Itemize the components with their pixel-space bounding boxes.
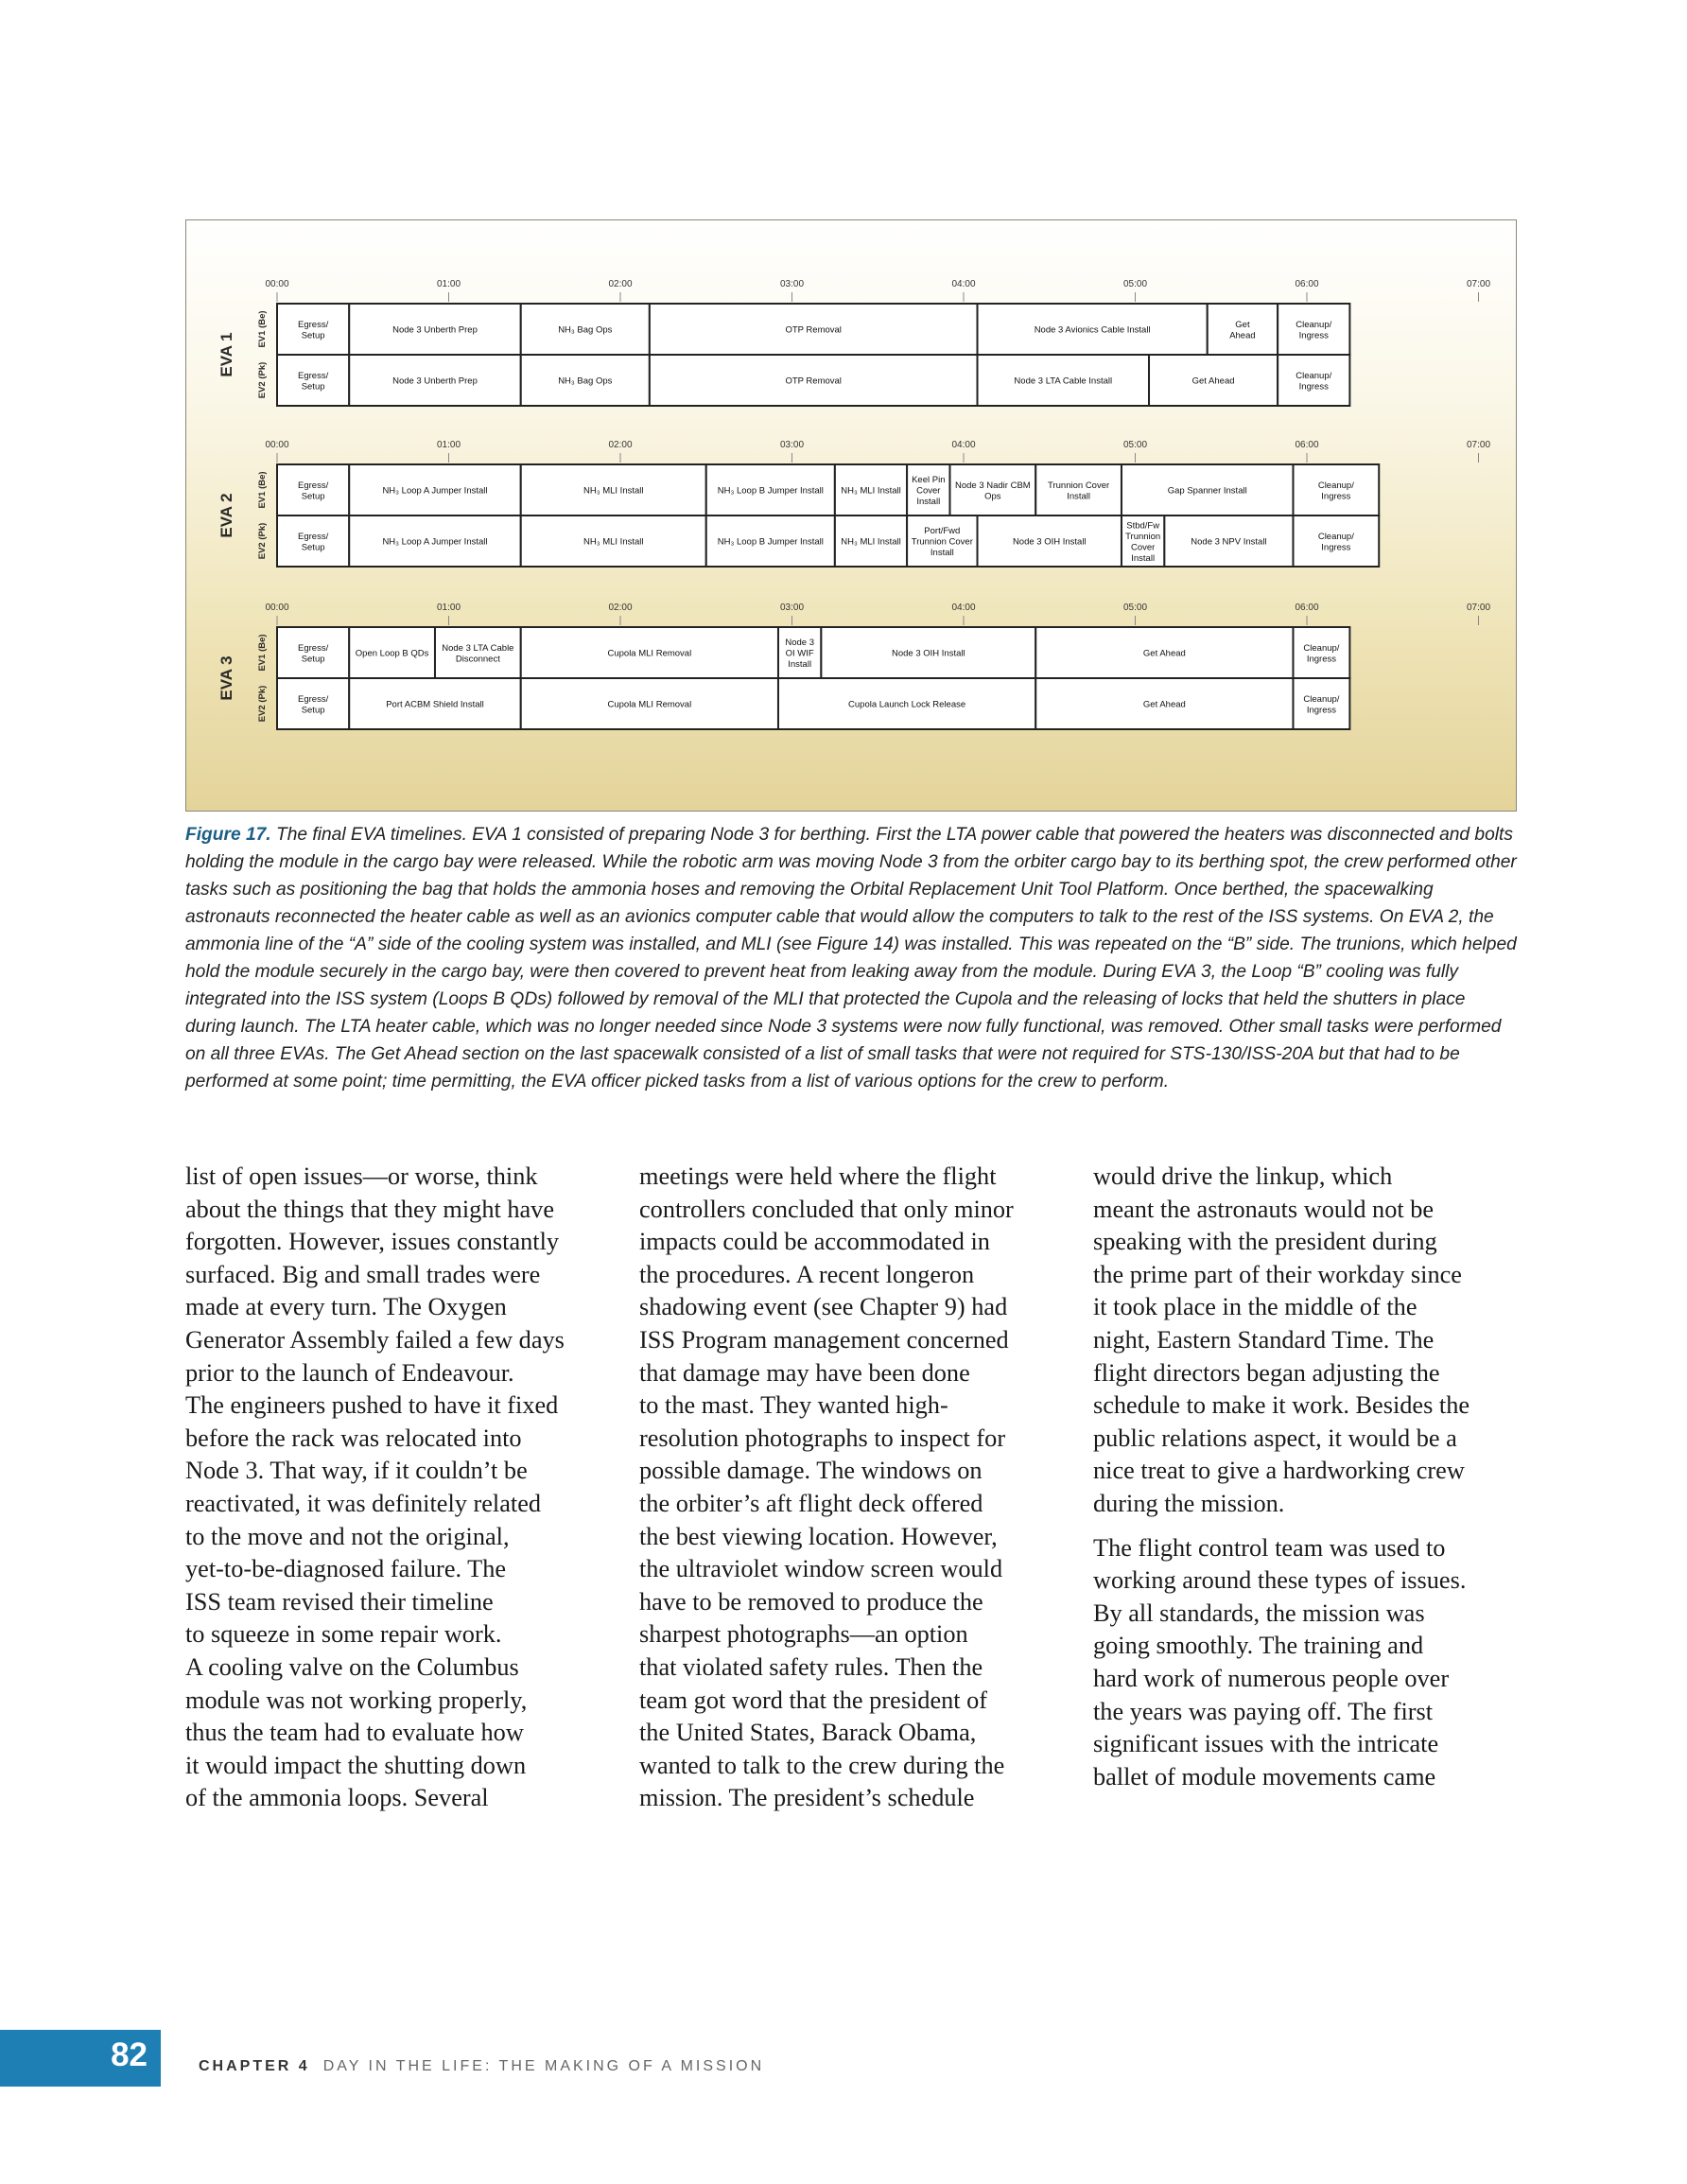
- task-label: Get: [1235, 319, 1250, 330]
- text-line: the United States, Barack Obama,: [639, 1719, 977, 1747]
- eva-block: [217, 279, 1490, 406]
- text-line: sharpest photographs—an option: [639, 1620, 968, 1649]
- caption-text: The final EVA timelines. EVA 1 consisted of preparing Node 3 for berthing. First the LTA power cable that powered the heaters was disconnected and bolts holding the module in the cargo bay were released. While the robotic arm was moving Node 3 from the orbiter cargo bay to its berthing spot, the crew performed other tasks such as positioning the bag that holds the ammonia hoses and removing the Orbital Replacement Unit Tool Platform. Once berthed, the spacewalking astronauts reconnected the heater cable as well as an avionics computer cable that would allow the computers to talk to the rest of the ISS systems. On EVA 2, the ammonia line of the “A” side of the cooling system was installed, and MLI (see Figure 14) was installed. This was repeated on the “B” side. The trunions, which helped hold the module securely in the cargo bay, were then covered to prevent heat from leaking away from the module. During EVA 3, the Loop “B” cooling was fully integrated into the ISS system (Loops B QDs) followed by removal of the MLI that protected the Cupola and the releasing of locks that held the shutters in place during launch. The LTA heater cable, which was no longer needed since Node 3 systems were now fully functional, was removed. Other small tasks were performed on all three EVAs. The Get Ahead section on the last spacewalk consisted of a list of small tasks that were not required for STS-130/ISS-20A but that had to be performed at some point; time permitting, the EVA officer picked tasks from a list of various options for the crew to perform.: [185, 825, 1517, 1092]
- task-label: Get Ahead: [1191, 376, 1235, 387]
- paragraph: [1093, 1161, 1533, 1521]
- text-line: resolution photographs to inspect for: [639, 1424, 1006, 1452]
- eva-block: [217, 440, 1490, 567]
- task-label: Trunnion Cover: [911, 536, 973, 548]
- text-line: ballet of module movements came: [1093, 1762, 1436, 1791]
- text-line: A cooling valve on the Columbus: [185, 1652, 519, 1681]
- task-label: Cover: [916, 485, 941, 497]
- time-tick-label: 01:00: [436, 603, 461, 613]
- text-line: possible damage. The windows on: [639, 1457, 983, 1485]
- task-label: Trunnion: [1125, 531, 1161, 542]
- figure-caption: [185, 821, 1519, 1095]
- task-label: Cleanup/: [1317, 531, 1354, 542]
- task-label: Ingress: [1298, 381, 1329, 393]
- text-line: about the things that they might have: [185, 1195, 554, 1223]
- text-line: wanted to talk to the crew during the: [639, 1751, 1005, 1779]
- task-label: Ingress: [1306, 654, 1337, 665]
- page-number: 82: [111, 2036, 148, 2073]
- task-label: Install: [930, 548, 954, 558]
- text-line: Node 3. That way, if it couldn’t be: [185, 1457, 528, 1485]
- text-line: the best viewing location. However,: [639, 1522, 998, 1550]
- text-line: impacts could be accommodated in: [639, 1228, 990, 1256]
- task-label: Egress/: [298, 642, 329, 654]
- task-label: Node 3 Avionics Cable Install: [1034, 324, 1151, 336]
- crew-label: EV2 (Pk): [257, 361, 268, 399]
- text-line: hard work of numerous people over: [1093, 1664, 1450, 1692]
- task-label: Cleanup/: [1303, 642, 1340, 654]
- task-label: Port ACBM Shield Install: [386, 699, 484, 710]
- text-line: forgotten. However, issues constantly: [185, 1228, 560, 1256]
- task-label: Ops: [984, 491, 1001, 502]
- task-label: Cleanup/: [1303, 693, 1340, 705]
- eva-label: EVA 3: [217, 655, 235, 701]
- text-line: surfaced. Big and small trades were: [185, 1260, 541, 1288]
- text-line: flight directors began adjusting the: [1093, 1358, 1440, 1387]
- body-column-1: [185, 1161, 625, 1826]
- task-label: Trunnion Cover: [1048, 480, 1110, 491]
- task-label: Node 3 LTA Cable Install: [1014, 376, 1113, 387]
- text-line: speaking with the president during: [1093, 1228, 1437, 1256]
- time-tick-label: 03:00: [779, 603, 805, 613]
- time-tick-label: 05:00: [1122, 440, 1148, 450]
- time-tick-label: 04:00: [951, 279, 976, 289]
- time-tick-label: 02:00: [608, 279, 633, 289]
- task-label: Node 3 OIH Install: [891, 648, 965, 659]
- text-line: ISS Program management concerned: [639, 1325, 1009, 1354]
- paragraph: [185, 1161, 625, 1815]
- task-label: Cupola MLI Removal: [607, 648, 692, 659]
- task-label: Node 3 LTA Cable: [442, 642, 514, 654]
- crew-label: EV2 (Pk): [257, 685, 268, 723]
- task-label: Gap Spanner Install: [1167, 485, 1247, 497]
- task-label: Ingress: [1298, 330, 1329, 341]
- text-line: The engineers pushed to have it fixed: [185, 1391, 559, 1420]
- task-label: NH₃ Bag Ops: [558, 376, 613, 387]
- time-tick-label: 05:00: [1122, 279, 1148, 289]
- task-label: Setup: [301, 330, 325, 341]
- text-line: public relations aspect, it would be a: [1093, 1424, 1457, 1452]
- text-line: the prime part of their workday since: [1093, 1260, 1462, 1288]
- text-line: shadowing event (see Chapter 9) had: [639, 1293, 1008, 1321]
- running-footer: [199, 2058, 764, 2075]
- paragraph: [1093, 1532, 1533, 1794]
- text-line: that damage may have been done: [639, 1358, 970, 1387]
- time-tick-label: 03:00: [779, 440, 805, 450]
- eva-timeline-figure: [185, 219, 1517, 812]
- footer-chapter-label: CHAPTER 4: [199, 2058, 310, 2074]
- text-line: meetings were held where the flight: [639, 1162, 997, 1190]
- time-tick-label: 01:00: [436, 279, 461, 289]
- text-line: it took place in the middle of the: [1093, 1293, 1417, 1321]
- task-label: Node 3 Nadir CBM: [954, 480, 1031, 491]
- time-tick-label: 06:00: [1295, 603, 1319, 613]
- task-label: Cover: [1130, 542, 1156, 553]
- task-label: Install: [916, 497, 941, 507]
- text-line: have to be removed to produce the: [639, 1587, 983, 1616]
- time-tick-label: 07:00: [1466, 603, 1491, 613]
- task-label: Ingress: [1321, 542, 1351, 553]
- text-line: controllers concluded that only minor: [639, 1195, 1014, 1223]
- task-label: NH₃ Bag Ops: [558, 324, 613, 336]
- text-line: team got word that the president of: [639, 1686, 988, 1714]
- task-label: Ingress: [1306, 705, 1337, 716]
- text-line: made at every turn. The Oxygen: [185, 1293, 507, 1321]
- crew-label: EV1 (Be): [257, 634, 268, 672]
- task-label: Open Loop B QDs: [355, 648, 429, 659]
- text-line: schedule to make it work. Besides the: [1093, 1391, 1470, 1420]
- task-label: NH₃ MLI Install: [841, 485, 901, 497]
- crew-label: EV2 (Pk): [257, 522, 268, 560]
- task-label: NH₃ Loop B Jumper Install: [717, 485, 824, 497]
- body-column-3: [1093, 1161, 1533, 1805]
- text-line: The flight control team was used to: [1093, 1533, 1446, 1562]
- text-line: thus the team had to evaluate how: [185, 1719, 524, 1747]
- crew-label: EV1 (Be): [257, 471, 268, 509]
- crew-label: EV1 (Be): [257, 310, 268, 348]
- text-line: the years was paying off. The first: [1093, 1697, 1434, 1725]
- task-label: Egress/: [298, 693, 329, 705]
- text-line: the orbiter’s aft flight deck offered: [639, 1489, 983, 1517]
- task-label: Egress/: [298, 370, 329, 381]
- task-label: NH₃ Loop A Jumper Install: [382, 485, 488, 497]
- task-label: Cleanup/: [1296, 370, 1332, 381]
- task-label: Cleanup/: [1317, 480, 1354, 491]
- text-line: prior to the launch of Endeavour.: [185, 1358, 514, 1387]
- figure-label: Figure 17.: [185, 825, 271, 845]
- text-line: it would impact the shutting down: [185, 1751, 527, 1779]
- time-tick-label: 06:00: [1295, 279, 1319, 289]
- task-label: Disconnect: [455, 654, 500, 665]
- task-label: NH₃ MLI Install: [841, 536, 901, 548]
- text-line: module was not working properly,: [185, 1686, 528, 1714]
- task-label: Install: [788, 659, 812, 670]
- task-label: Ingress: [1321, 491, 1351, 502]
- task-label: Install: [1131, 552, 1156, 564]
- task-label: Cleanup/: [1296, 319, 1332, 330]
- text-line: going smoothly. The training and: [1093, 1632, 1424, 1660]
- task-label: Setup: [301, 491, 325, 502]
- page-number-box: [0, 2030, 161, 2087]
- task-label: Get Ahead: [1142, 699, 1186, 710]
- text-line: of the ammonia loops. Several: [185, 1784, 489, 1812]
- eva-block: [217, 603, 1490, 729]
- time-tick-label: 00:00: [265, 440, 289, 450]
- text-line: to the mast. They wanted high-: [639, 1391, 948, 1420]
- task-label: Get Ahead: [1142, 648, 1186, 659]
- task-label: Node 3 Unberth Prep: [392, 376, 478, 387]
- time-tick-label: 05:00: [1122, 603, 1148, 613]
- task-label: Ahead: [1229, 330, 1256, 341]
- task-label: NH₃ Loop A Jumper Install: [382, 536, 488, 548]
- text-line: yet-to-be-diagnosed failure. The: [185, 1555, 507, 1583]
- text-line: that violated safety rules. Then the: [639, 1652, 983, 1681]
- body-column-2: [639, 1161, 1079, 1826]
- task-label: Node 3 OIH Install: [1012, 536, 1087, 548]
- time-tick-label: 06:00: [1295, 440, 1319, 450]
- task-label: Node 3: [785, 638, 814, 648]
- text-line: meant the astronauts would not be: [1093, 1195, 1435, 1223]
- text-line: reactivated, it was definitely related: [185, 1489, 542, 1517]
- text-line: to the move and not the original,: [185, 1522, 510, 1550]
- text-line: nice treat to give a hardworking crew: [1093, 1457, 1465, 1485]
- paragraph: [639, 1161, 1079, 1815]
- task-label: NH₃ MLI Install: [583, 485, 644, 497]
- text-line: working around these types of issues.: [1093, 1566, 1467, 1595]
- task-label: Setup: [301, 705, 325, 716]
- task-label: Setup: [301, 654, 325, 665]
- text-line: list of open issues—or worse, think: [185, 1162, 538, 1190]
- text-line: before the rack was relocated into: [185, 1424, 522, 1452]
- task-label: NH₃ MLI Install: [583, 536, 644, 548]
- task-label: OTP Removal: [785, 324, 842, 336]
- task-label: OTP Removal: [785, 376, 842, 387]
- text-line: ISS team revised their timeline: [185, 1587, 494, 1616]
- task-label: Node 3 Unberth Prep: [392, 324, 478, 336]
- footer-chapter-title: DAY IN THE LIFE: THE MAKING OF A MISSION: [322, 2058, 765, 2074]
- time-tick-label: 02:00: [608, 603, 633, 613]
- time-tick-label: 07:00: [1466, 440, 1491, 450]
- eva-label: EVA 1: [217, 332, 235, 377]
- eva-label: EVA 2: [217, 493, 235, 538]
- eva-timeline-chart: [186, 220, 1518, 812]
- task-label: Install: [1067, 491, 1091, 502]
- time-tick-label: 03:00: [779, 279, 805, 289]
- time-tick-label: 01:00: [436, 440, 461, 450]
- text-line: during the mission.: [1093, 1489, 1285, 1517]
- task-label: Cupola MLI Removal: [607, 699, 692, 710]
- text-line: the ultraviolet window screen would: [639, 1555, 1003, 1583]
- time-tick-label: 07:00: [1466, 279, 1491, 289]
- task-label: Egress/: [298, 480, 329, 491]
- task-label: Stbd/Fw: [1126, 520, 1160, 532]
- text-line: significant issues with the intricate: [1093, 1730, 1439, 1758]
- task-label: Egress/: [298, 531, 329, 542]
- text-line: to squeeze in some repair work.: [185, 1620, 502, 1649]
- text-line: night, Eastern Standard Time. The: [1093, 1325, 1435, 1354]
- task-label: Setup: [301, 381, 325, 393]
- text-line: mission. The president’s schedule: [639, 1784, 975, 1812]
- task-label: OI WIF: [785, 648, 814, 659]
- task-label: Keel Pin: [912, 475, 946, 485]
- text-line: the procedures. A recent longeron: [639, 1260, 975, 1288]
- text-line: By all standards, the mission was: [1093, 1599, 1425, 1627]
- time-tick-label: 02:00: [608, 440, 633, 450]
- time-tick-label: 04:00: [951, 603, 976, 613]
- task-label: Setup: [301, 542, 325, 553]
- text-line: would drive the linkup, which: [1093, 1162, 1393, 1190]
- task-label: Egress/: [298, 319, 329, 330]
- task-label: Node 3 NPV Install: [1191, 536, 1267, 548]
- task-label: Port/Fwd: [924, 526, 961, 536]
- task-label: Cupola Launch Lock Release: [848, 699, 966, 710]
- time-tick-label: 00:00: [265, 279, 289, 289]
- task-label: NH₃ Loop B Jumper Install: [717, 536, 824, 548]
- time-tick-label: 00:00: [265, 603, 289, 613]
- text-line: Generator Assembly failed a few days: [185, 1325, 565, 1354]
- time-tick-label: 04:00: [951, 440, 976, 450]
